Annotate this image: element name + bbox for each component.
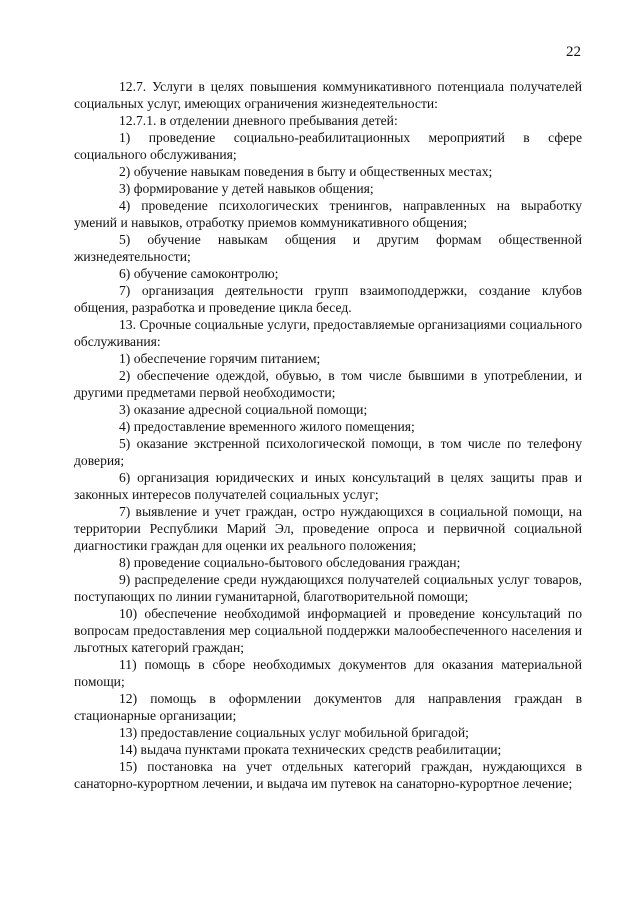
list-item: 1) обеспечение горячим питанием; xyxy=(119,351,321,366)
list-item: 14) выдача пунктами проката технических средств реабилитации; xyxy=(119,742,502,757)
page-number: 22 xyxy=(566,44,581,60)
list-item: 3) формирование у детей навыков общения; xyxy=(119,181,374,196)
list-item: 6) организация юридических и иных консультаций в целях защиты прав и законных интересов получателей социальных услуг; xyxy=(74,470,582,502)
list-item: 6) обучение самоконтролю; xyxy=(119,266,279,281)
list-item: 4) проведение психологических тренингов, направленных на выработку умений и навыков, отработку приемов коммуникативного общения; xyxy=(74,198,582,230)
list-item: 5) обучение навыкам общения и другим формам общественной жизнедеятельности; xyxy=(74,232,582,264)
list-item: 5) оказание экстренной психологической помощи, в том числе по телефону доверия; xyxy=(74,436,582,468)
list-item: 10) обеспечение необходимой информацией и проведение консультаций по вопросам предоставления мер социальной поддержки малообеспеченного населения и льготных категорий граждан; xyxy=(74,606,582,655)
list-item: 12) помощь в оформлении документов для направления граждан в стационарные организации; xyxy=(74,691,582,723)
list-item: 9) распределение среди нуждающихся получателей социальных услуг товаров, поступающих по линии гуманитарной, благотворительной помощи; xyxy=(74,572,582,604)
list-item: 2) обучение навыкам поведения в быту и общественных местах; xyxy=(119,164,493,179)
list-item: 3) оказание адресной социальной помощи; xyxy=(119,402,368,417)
list-item: 2) обеспечение одеждой, обувью, в том числе бывшими в употреблении, и другими предметами первой необходимости; xyxy=(74,368,582,400)
list-item: 1) проведение социально-реабилитационных мероприятий в сфере социального обслуживания; xyxy=(74,130,582,162)
list-item: 7) организация деятельности групп взаимоподдержки, создание клубов общения, разработка и проведение цикла бесед. xyxy=(74,283,582,315)
list-item: 7) выявление и учет граждан, остро нуждающихся в социальной помощи, на территории Республики Марий Эл, проведение опроса и первичной социальной диагностики граждан для оценки их реального положения; xyxy=(74,504,582,553)
paragraph-12-7: 12.7. Услуги в целях повышения коммуникативного потенциала получателей социальных услуг, имеющих ограничения жизнедеятельности: xyxy=(74,79,582,111)
list-item: 11) помощь в сборе необходимых документов для оказания материальной помощи; xyxy=(74,657,582,689)
list-item: 13) предоставление социальных услуг мобильной бригадой; xyxy=(119,725,469,740)
list-item: 8) проведение социально-бытового обследования граждан; xyxy=(119,555,461,570)
paragraph-12-7-1: 12.7.1. в отделении дневного пребывания детей: xyxy=(119,113,398,128)
list-item: 15) постановка на учет отдельных категорий граждан, нуждающихся в санаторно-курортном лечении, и выдача им путевок на санаторно-курортное лечение; xyxy=(74,759,582,791)
list-item: 4) предоставление временного жилого помещения; xyxy=(119,419,415,434)
document-body xyxy=(74,78,582,792)
paragraph-13: 13. Срочные социальные услуги, предоставляемые организациями социального обслуживания: xyxy=(74,317,582,349)
